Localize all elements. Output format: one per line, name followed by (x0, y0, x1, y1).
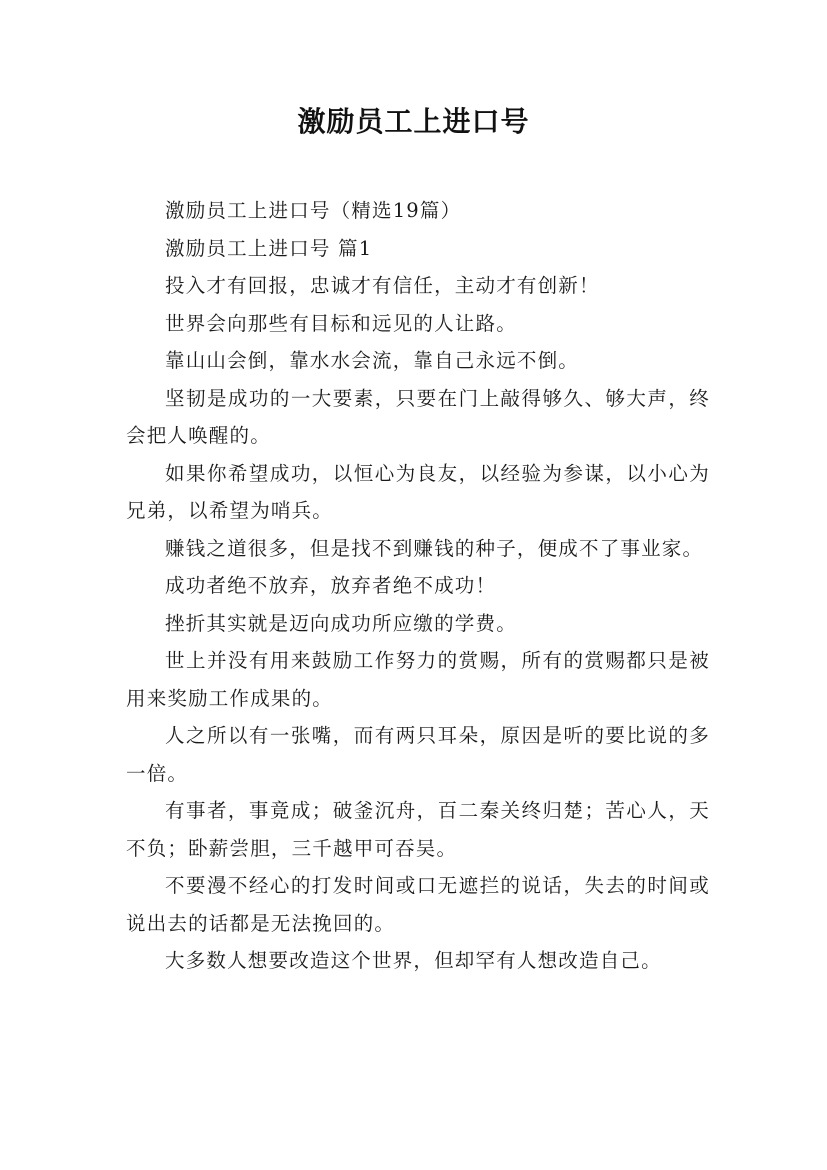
paragraph: 世界会向那些有目标和远见的人让路。 (165, 311, 517, 335)
paragraph: 赚钱之道很多，但是找不到赚钱的种子，便成不了事业家。 (165, 536, 704, 560)
paragraph: 成功者绝不放弃，放弃者绝不成功！ (165, 574, 497, 597)
document-body (126, 192, 710, 980)
paragraph: 人之所以有一张嘴，而有两只耳朵，原因是听的要比说的多一倍。 (126, 724, 710, 785)
paragraph: 激励员工上进口号 篇1 (165, 236, 373, 260)
paragraph: 激励员工上进口号（精选19篇） (165, 199, 462, 222)
paragraph: 世上并没有用来鼓励工作努力的赏赐，所有的赏赐都只是被用来奖励工作成果的。 (126, 649, 710, 710)
paragraph: 靠山山会倒，靠水水会流，靠自己永远不倒。 (165, 349, 580, 372)
paragraph: 不要漫不经心的打发时间或口无遮拦的说话，失去的时间或说出去的话都是无法挽回的。 (126, 874, 710, 935)
paragraph: 挫折其实就是迈向成功所应缴的学费。 (165, 611, 517, 635)
paragraph: 坚韧是成功的一大要素，只要在门上敲得够久、够大声，终会把人唤醒的。 (126, 386, 710, 447)
paragraph: 大多数人想要改造这个世界，但却罕有人想改造自己。 (165, 949, 662, 972)
paragraph: 投入才有回报，忠诚才有信任，主动才有创新！ (165, 274, 600, 297)
document-title: 激励员工上进口号 (297, 105, 530, 138)
paragraph: 有事者，事竟成；破釜沉舟，百二秦关终归楚；苦心人，天不负；卧薪尝胆，三千越甲可吞吴。 (126, 799, 710, 860)
paragraph: 如果你希望成功，以恒心为良友，以经验为参谋，以小心为兄弟，以希望为哨兵。 (126, 461, 710, 522)
